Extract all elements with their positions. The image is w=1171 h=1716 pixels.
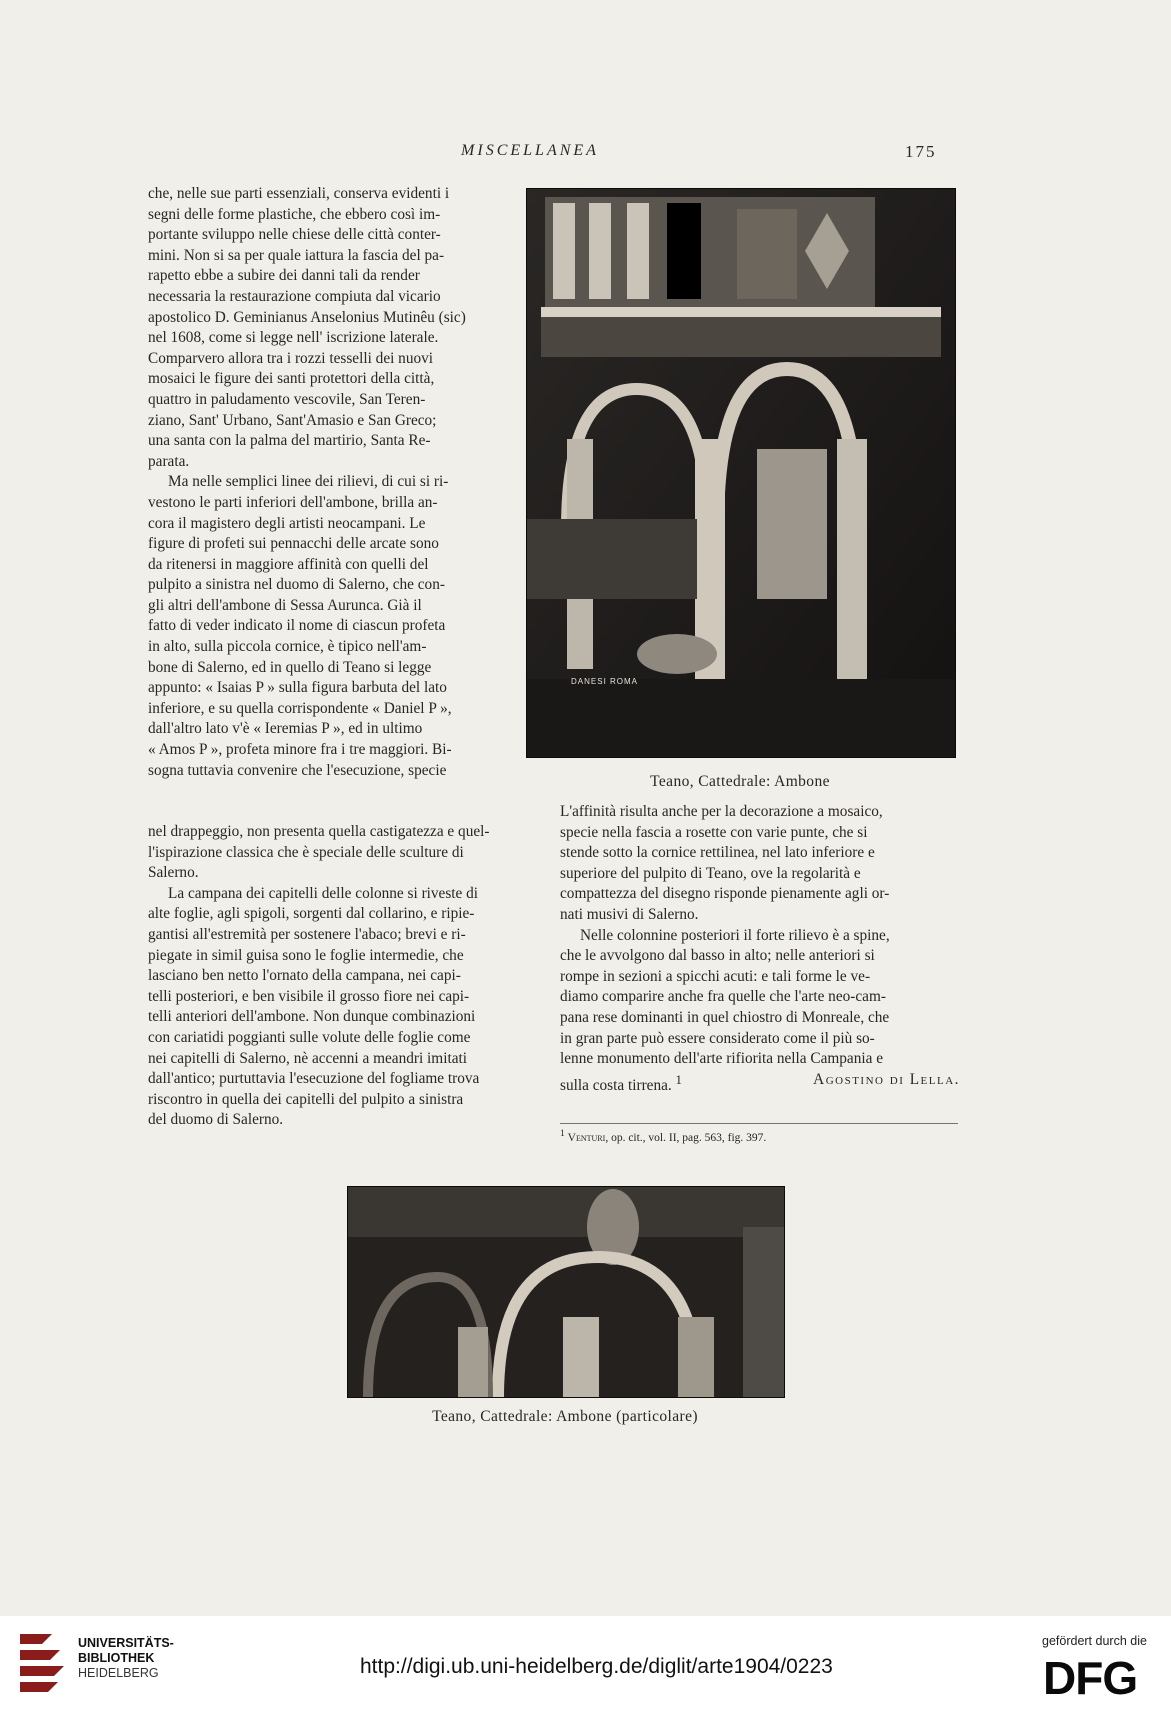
- text-line: bone di Salerno, ed in quello di Teano si legge: [148, 658, 432, 676]
- running-header: MISCELLANEA: [461, 142, 599, 159]
- text-line: Ma nelle semplici linee dei rilievi, di cui si ri-: [168, 473, 449, 491]
- text-line: compattezza del disegno risponde pienamente agli or-: [560, 885, 890, 903]
- text-line: portante sviluppo nelle chiese delle città conter-: [148, 226, 441, 244]
- source-url-link[interactable]: http://digi.ub.uni-heidelberg.de/diglit/arte1904/0223: [360, 1655, 833, 1678]
- funding-label: gefördert durch die: [1042, 1634, 1147, 1648]
- footnote-number: 1: [560, 1128, 565, 1139]
- right-column-text: [560, 802, 960, 1096]
- text-line: l'ispirazione classica che è speciale delle sculture di: [148, 843, 464, 861]
- photo-credit: DANESI ROMA: [571, 677, 639, 686]
- ambone-photo: [526, 188, 956, 758]
- text-line: rompe in sezioni a spicchi acuti: e tali forme le ve-: [560, 967, 871, 985]
- text-line: superiore del pulpito di Teano, ove la regolarità e: [560, 864, 861, 882]
- library-name: UNIVERSITÄTS- BIBLIOTHEK HEIDELBERG: [78, 1636, 174, 1680]
- text-line: in alto, sulla piccola cornice, è tipico nell'am-: [148, 638, 427, 656]
- text-line: con cariatidi poggianti sulle volute delle foglie come: [148, 1028, 471, 1046]
- text-line: mosaici le figure dei santi protettori della città,: [148, 370, 435, 388]
- text-line: dall'altro lato v'è « Ieremias P », ed in ultimo: [148, 720, 423, 738]
- text-line: gantisi all'estremità per sostenere l'abaco; brevi e ri-: [148, 925, 466, 943]
- text-line: vestono le parti inferiori dell'ambone, brilla an-: [148, 493, 438, 511]
- text-line: rapetto ebbe a subire dei danni tali da render: [148, 267, 420, 285]
- left-column-continuation: [148, 822, 500, 1131]
- text-line: Nelle colonnine posteriori il forte rilievo è a spine,: [580, 926, 890, 944]
- text-line: segni delle forme plastiche, che ebbero così im-: [148, 205, 441, 223]
- text-line: appunto: « Isaias P » sulla figura barbuta del lato: [148, 679, 447, 697]
- text-line: cora il magistero degli artisti neocampani. Le: [148, 514, 426, 532]
- main-photo-caption: Teano, Cattedrale: Ambone: [650, 773, 830, 790]
- text-line: nei capitelli di Salerno, nè accenni a meandri imitati: [148, 1049, 467, 1067]
- left-column-text: [148, 184, 500, 781]
- text-line: nati musivi di Salerno.: [560, 905, 699, 923]
- text-line: Salerno.: [148, 864, 199, 882]
- detail-photo-caption: Teano, Cattedrale: Ambone (particolare): [432, 1408, 698, 1425]
- text-line: figure di profeti sui pennacchi delle arcate sono: [148, 535, 439, 553]
- text-line: inferiore, e su quella corrispondente « Daniel P »,: [148, 699, 452, 717]
- text-line: specie nella fascia a rosette con varie punte, che si: [560, 823, 868, 841]
- text-line: fatto di veder indicato il nome di ciascun profeta: [148, 617, 446, 635]
- text-line: Comparvero allora tra i rozzi tesselli dei nuovi: [148, 349, 434, 367]
- text-line: lasciano ben netto l'ornato della campana, nei capi-: [148, 967, 461, 985]
- text-line: parata.: [148, 452, 190, 470]
- ambone-photo-drawing: [527, 189, 955, 757]
- ambone-detail-photo: [347, 1186, 785, 1398]
- ambone-detail-drawing: [348, 1187, 784, 1397]
- footnote: [560, 1128, 960, 1144]
- footnote-author: Venturi: [567, 1131, 606, 1144]
- ub-heidelberg-logo-icon: [12, 1630, 68, 1702]
- text-line: dall'antico; purtuttavia l'esecuzione del fogliame trova: [148, 1070, 480, 1088]
- author-signature: Agostino di Lella.: [813, 1070, 960, 1088]
- text-line: nel drappeggio, non presenta quella castigatezza e quel-: [148, 823, 490, 840]
- text-line: pulpito a sinistra nel duomo di Salerno, che con-: [148, 576, 445, 594]
- text-line: riscontro in quella dei capitelli del pulpito a sinistra: [148, 1090, 464, 1108]
- text-line: nel 1608, come si legge nell' iscrizione laterale.: [148, 329, 439, 347]
- footnote-text: , op. cit., vol. II, pag. 563, fig. 397.: [605, 1131, 767, 1144]
- text-line: che le avvolgono dal basso in alto; nelle anteriori si: [560, 947, 875, 965]
- text-line: piegate in simil guisa sono le foglie intermedie, che: [148, 946, 464, 964]
- text-line: da ritenersi in maggiore affinità con quelli del: [148, 555, 429, 573]
- text-line: che, nelle sue parti essenziali, conserva evidenti i: [148, 185, 450, 202]
- text-line: telli anteriori dell'ambone. Non dunque combinazioni: [148, 1008, 476, 1026]
- page-number: 175: [905, 142, 937, 161]
- text-line: gli altri dell'ambone di Sessa Aurunca. Già il: [148, 596, 422, 614]
- closing-text: sulla costa tirrena. $^1$: [560, 1072, 682, 1094]
- text-line: stende sotto la cornice rettilinea, nel lato inferiore e: [560, 844, 875, 862]
- text-line: diamo comparire anche fra quelle che l'arte neo-cam-: [560, 988, 886, 1006]
- text-line: alte foglie, agli spigoli, sorgenti dal collarino, e ripie-: [148, 905, 475, 923]
- text-line: ziano, Sant' Urbano, Sant'Amasio e San Greco;: [148, 411, 437, 429]
- text-line: necessaria la restaurazione compiuta dal vicario: [148, 287, 441, 305]
- text-line: La campana dei capitelli delle colonne si riveste di: [168, 884, 479, 902]
- text-line: apostolico D. Geminianus Anselonius Mutinêu (sic): [148, 308, 466, 326]
- text-line: pana rese dominanti in quel chiostro di Monreale, che: [560, 1008, 890, 1026]
- footnote-marker: 1: [675, 1072, 682, 1087]
- text-line: una santa con la palma del martirio, Santa Re-: [148, 432, 431, 450]
- text-line: quattro in paludamento vescovile, San Teren-: [148, 390, 426, 408]
- text-line: telli posteriori, e ben visibile il grosso fiore nei capi-: [148, 987, 470, 1005]
- footnote-divider: [560, 1123, 958, 1124]
- signature-line: [560, 1070, 960, 1097]
- text-line: in gran parte può essere considerato come il più so-: [560, 1029, 875, 1047]
- text-line: L'affinità risulta anche per la decorazione a mosaico,: [560, 803, 883, 820]
- text-line: lenne monumento dell'arte rifiorita nella Campania e: [560, 1050, 884, 1068]
- dfg-logo: DFG: [1043, 1652, 1138, 1704]
- text-line: sogna tuttavia convenire che l'esecuzione, specie: [148, 761, 447, 779]
- text-line: del duomo di Salerno.: [148, 1111, 284, 1129]
- text-line: « Amos P », profeta minore fra i tre maggiori. Bi-: [148, 741, 452, 759]
- text-line: mini. Non si sa per quale iattura la fascia del pa-: [148, 246, 445, 264]
